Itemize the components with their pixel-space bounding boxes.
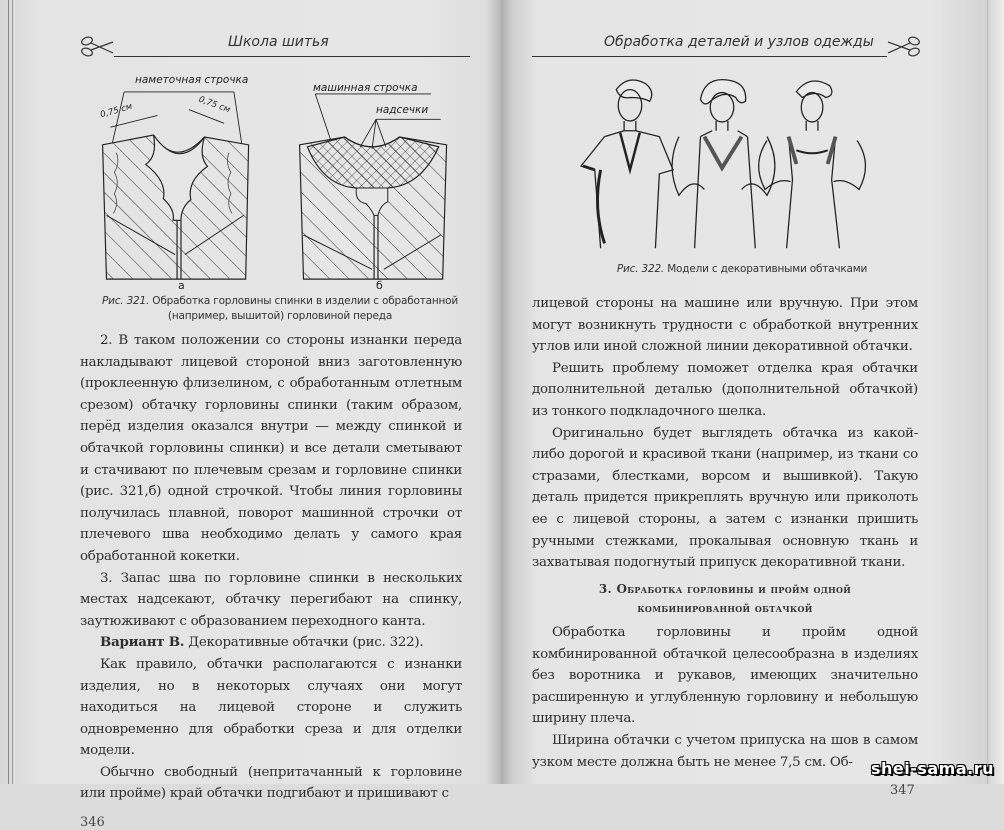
label-width-right: 0,75 см xyxy=(197,94,232,116)
section-heading xyxy=(532,580,918,618)
paragraph: Решить проблему поможет отделка края обтачки дополнительной деталью (дополнительной обтачкой) из тонкого подкладочного шелка. xyxy=(532,360,918,419)
running-head-rule xyxy=(114,56,470,57)
caption-number: Рис. 321. xyxy=(101,295,150,307)
subfigure-label-a: а xyxy=(178,279,185,292)
model-figure-1 xyxy=(581,80,673,248)
right-body-text-bottom xyxy=(532,622,918,773)
variant-label: Вариант В. xyxy=(100,634,185,651)
running-head-title: Обработка деталей и узлов одежды xyxy=(604,34,874,50)
paragraph: Обычно свободный (непритачанный к горловине или пройме) край обтачки подгибают и пришивают с xyxy=(80,764,462,802)
label-notches: надсечки xyxy=(376,104,429,116)
neckline-diagram-a xyxy=(95,88,265,284)
paragraph: Как правило, обтачки располагаются с изнанки изделия, но в некоторых случаях они могут находиться на лицевой стороне и служить одновременно для обработки среза и для отделки модели. xyxy=(80,656,462,759)
watermark: shei-sama.ru xyxy=(870,759,994,778)
page-edge xyxy=(987,0,1004,784)
figure-321 xyxy=(80,68,480,292)
right-body-text-top xyxy=(532,293,918,574)
paragraph: Ширина обтачки с учетом припуска на шов в самом узком месте должна быть не менее 7,5 см. Об- xyxy=(532,732,918,770)
label-baste-stitch: наметочная строчка xyxy=(135,74,249,86)
scissors-icon xyxy=(80,34,114,60)
model-figure-2 xyxy=(672,80,775,249)
running-head-title: Школа шитья xyxy=(228,34,329,50)
subfigure-label-b: б xyxy=(376,279,383,292)
section-heading-line-2: комбинированной обтачкой xyxy=(637,601,813,615)
running-head-rule xyxy=(532,56,887,57)
right-running-head xyxy=(532,30,922,60)
label-machine-stitch: машинная строчка xyxy=(313,82,418,94)
caption-number: Рис. 322. xyxy=(616,263,665,275)
paragraph: Обработка горловины и пройм одной комбинированной обтачкой целесообразна в изделиях без воротника и рукавов, имеющих значительно расширенную и углубленную горловину и небольшую ширину плеча. xyxy=(532,625,918,727)
section-heading-line-1: 3. Обработка горловины и пройм одной xyxy=(598,582,852,596)
page-number-right: 347 xyxy=(890,783,915,798)
variant-heading xyxy=(80,632,462,654)
figure-321-caption xyxy=(80,294,480,324)
paragraph: Оригинально будет выглядеть обтачка из какой-либо дорогой и красивой ткани (например, из ткани со стразами, блестками, ворсом и вышивкой). Такую деталь придется прикреплять вручную или приколоть ее с лицевой стороны, а затем с изнанки пришить ручными стежками, прокалывая основную ткань и захватывая подогнутый припуск декоративной ткани. xyxy=(532,425,918,571)
paragraph: 2. В таком положении со стороны изнанки переда накладывают лицевой стороной вниз заготовленную (проклеенную флизелином, с обработанным отлетным срезом) обтачку горловины спинки (таким образом, перёд изделия оказался внутри — между спинкой и обтачкой горловины спинки) и все детали сметывают и стачивают по плечевым срезам и горловине спинки (рис. 321,б) одной строчкой. Чтобы линия горловины получилась плавной, поворот машинной строчки от плечевого шва необходимо делать у самого края обработанной кокетки. xyxy=(80,333,462,564)
left-running-head xyxy=(80,30,470,60)
caption-text: Модели с декоративными обтачками xyxy=(667,263,868,275)
figure-322-caption xyxy=(542,262,942,278)
neckline-diagram-b xyxy=(292,88,462,284)
paragraph: 3. Запас шва по горловине спинки в нескольких местах надсекают, обтачку перегибают на спинку, заутюживают с образованием переходного канта. xyxy=(80,570,462,629)
page-number-left: 346 xyxy=(80,815,105,830)
paragraph: лицевой стороны на машине или вручную. При этом могут возникнуть трудности с обработкой внутренних углов или иной сложной линии декоративной обтачки. xyxy=(532,296,918,355)
right-page xyxy=(502,0,1004,798)
binding-edge xyxy=(8,0,13,784)
variant-text: Декоративные обтачки (рис. 322). xyxy=(188,635,424,651)
caption-text: Обработка горловины спинки в изделии с обработанной (например, вышитой) горловиной переда xyxy=(152,295,459,322)
label-width-left: 0,75 см xyxy=(99,101,134,121)
scissors-icon xyxy=(887,34,921,60)
figure-322-models xyxy=(562,72,882,258)
left-body-text xyxy=(80,330,462,805)
